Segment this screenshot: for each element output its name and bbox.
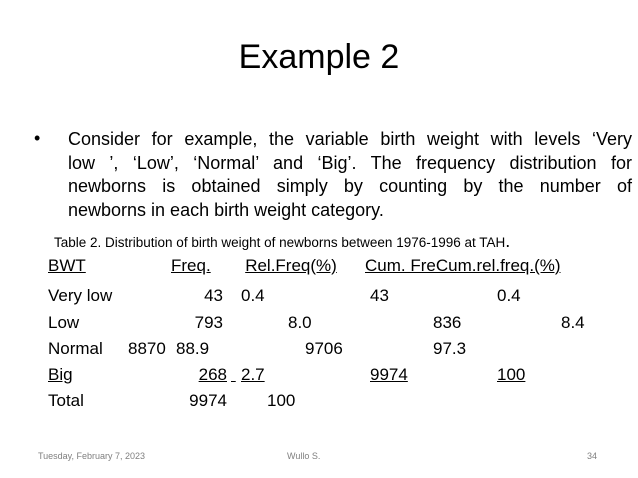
cell-relfreq-verylow: 0.4 (241, 286, 265, 305)
slide-title: Example 2 (238, 38, 400, 76)
cell-relfreq-normal: 88.9 (176, 339, 210, 358)
row-label-low: Low (48, 313, 80, 332)
bullet-line: low ’, ‘Low’, ‘Normal’ and ‘Big’. The frequency distribution for (68, 152, 632, 173)
cell-freq-total: 9974 (189, 391, 227, 410)
cell-cumrel-verylow: 0.4 (497, 286, 521, 305)
bullet-line: Consider for example, the variable birth weight with levels ‘Very (68, 129, 632, 149)
header-freq: Freq. (171, 256, 211, 275)
cell-cumrel-normal: 97.3 (433, 339, 467, 358)
header-cum: Cum. FreCum.rel.freq.(%) (365, 256, 561, 275)
row-label-verylow: Very low (48, 286, 113, 305)
cell-cum-low: 836 (433, 313, 462, 332)
cell-freq-normal: 8870 (128, 339, 166, 358)
bullet-icon: • (34, 128, 41, 148)
cell-relfreq-low: 8.0 (288, 313, 312, 332)
cell-freq-big: 268 (198, 365, 227, 384)
cell-gap-big (231, 365, 241, 385)
cell-freq-low: 793 (194, 313, 223, 332)
cell-cum-normal: 9706 (305, 339, 343, 358)
bullet-paragraph (68, 128, 632, 222)
footer-author: Wullo S. (287, 451, 321, 461)
caption-text: Table 2. Distribution of birth weight of newborns between 1976-1996 at TAH (54, 235, 506, 250)
cell-cumrel-low: 8.4 (561, 313, 585, 332)
header-bwt: BWT (48, 256, 86, 275)
bullet-line: newborns is obtained simply by counting by the number of (68, 176, 632, 196)
cell-cum-verylow: 43 (370, 286, 389, 305)
cell-relfreq-big: 2.7 (241, 365, 265, 384)
row-label-normal: Normal (48, 339, 103, 358)
caption-period: . (505, 231, 511, 251)
header-relfreq: Rel.Freq(%) (245, 256, 337, 275)
cell-cum-big: 9974 (370, 365, 408, 384)
bullet-line: newborns in each birth weight category. (68, 199, 384, 220)
footer-page-number: 34 (587, 451, 598, 461)
row-label-total: Total (48, 391, 84, 410)
cell-cumrel-big: 100 (497, 365, 526, 384)
row-label-big: Big (48, 365, 73, 384)
cell-relfreq-total: 100 (267, 391, 296, 410)
footer-date: Tuesday, February 7, 2023 (38, 451, 146, 461)
table-caption (54, 231, 510, 252)
cell-freq-verylow: 43 (204, 286, 223, 305)
